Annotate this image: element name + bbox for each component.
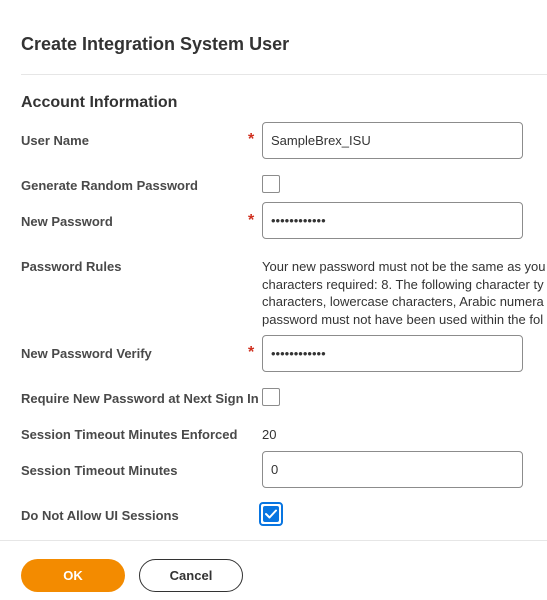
section-title: Account Information xyxy=(21,94,178,111)
session-timeout-enforced-label: Session Timeout Minutes Enforced xyxy=(21,427,238,442)
new-password-verify-input[interactable] xyxy=(262,335,523,372)
checkbox-fill xyxy=(263,506,279,522)
new-password-input[interactable] xyxy=(262,202,523,239)
password-rules-label: Password Rules xyxy=(21,259,122,274)
user-name-label: User Name xyxy=(21,133,89,148)
generate-random-password-checkbox[interactable] xyxy=(262,175,280,193)
password-rules-line: password must not have been used within the fol xyxy=(262,311,544,327)
do-not-allow-ui-sessions-label: Do Not Allow UI Sessions xyxy=(21,508,179,523)
generate-random-password-label: Generate Random Password xyxy=(21,178,198,193)
checkmark-icon xyxy=(265,509,277,519)
page-title: Create Integration System User xyxy=(21,34,290,54)
password-rules-line: Your new password must not be the same as you xyxy=(262,259,546,274)
require-new-password-checkbox[interactable] xyxy=(262,388,280,406)
do-not-allow-ui-sessions-checkbox[interactable] xyxy=(259,502,283,526)
session-timeout-minutes-label: Session Timeout Minutes xyxy=(21,463,178,478)
session-timeout-enforced-value: 20 xyxy=(262,427,277,442)
password-rules-text xyxy=(262,258,547,328)
require-new-password-label: Require New Password at Next Sign In xyxy=(21,391,259,406)
session-timeout-minutes-input[interactable] xyxy=(262,451,523,488)
new-password-label: New Password xyxy=(21,214,113,229)
password-rules-line: characters required: 8. The following character ty xyxy=(262,276,544,292)
cancel-button[interactable]: Cancel xyxy=(139,559,243,592)
new-password-verify-label: New Password Verify xyxy=(21,346,152,361)
user-name-input[interactable] xyxy=(262,122,523,159)
user-name-required-marker: * xyxy=(248,131,255,148)
new-password-required-marker: * xyxy=(248,212,255,229)
password-rules-line: characters, lowercase characters, Arabic numera xyxy=(262,294,544,309)
ok-button[interactable]: OK xyxy=(21,559,125,592)
header-divider xyxy=(21,74,547,75)
footer-divider xyxy=(0,540,547,541)
new-password-verify-required-marker: * xyxy=(248,344,255,361)
